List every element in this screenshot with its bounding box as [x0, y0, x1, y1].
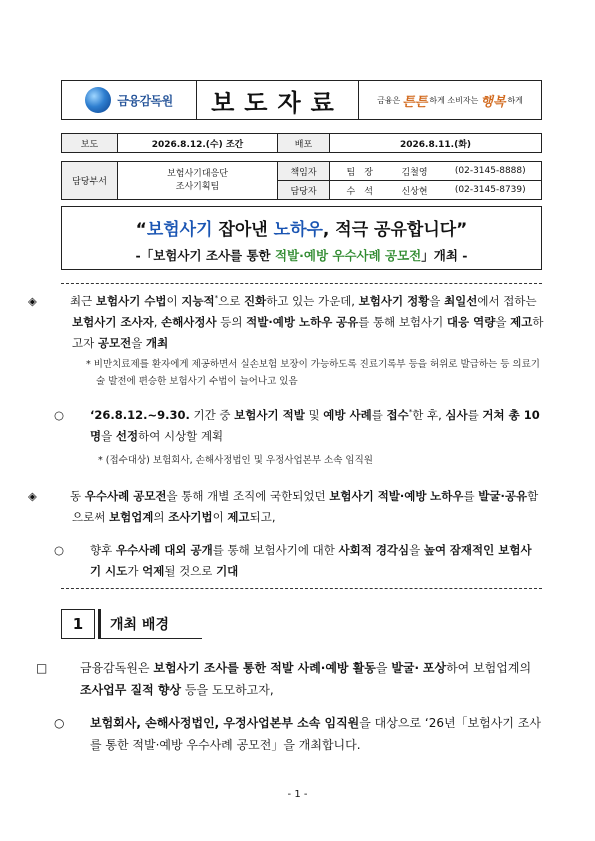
divider [61, 588, 542, 589]
contact-name: 신상현 [390, 181, 440, 200]
release-table [61, 133, 542, 153]
diamond-bullet-icon: ◈ [28, 489, 37, 503]
headline-quote-close: ” [456, 220, 468, 240]
section-number: 1 [61, 609, 95, 639]
summary-para-3: ◈ 동 우수사례 공모전을 통해 개별 조직에 국한되었던 보험사기 적발·예방 노하우를 발굴·공유함으로써 보험업계의 조사기법이 제고되고, [50, 486, 545, 528]
contact-name: 김철영 [390, 162, 440, 181]
contact-role: 담당자 [278, 181, 330, 200]
dept-label: 담당부서 [62, 162, 118, 200]
footnote-2: * (접수대상) 보험회사, 손해사정법인 및 우정사업본부 소속 임직원 [98, 455, 373, 466]
headline-t2: , 적극 공유합니다 [322, 220, 457, 240]
subheadline [62, 246, 541, 264]
section-bar [98, 609, 101, 639]
diamond-bullet-icon: ◈ [28, 293, 37, 308]
contact-phone: (02-3145-8739) [440, 181, 542, 200]
divider [61, 283, 542, 284]
headline-blue2: 노하우 [273, 220, 323, 240]
contact-title: 팀 장 [330, 162, 390, 181]
release-label: 보도 [62, 134, 118, 153]
release-value: 2026.8.12.(수) 조간 [118, 134, 278, 153]
headline-blue1: 보험사기 [146, 220, 213, 240]
dist-label: 배포 [278, 134, 330, 153]
dept-line1: 보험사기대응단 [167, 168, 228, 179]
summary-para-2: ○ ‘26.8.12.~9.30. 기간 중 보험사기 적발 및 예방 사례를 접수*한 후, 심사를 거쳐 총 10명을 선정하여 시상할 계획 [72, 402, 542, 447]
headline-t1: 잡아낸 [212, 220, 274, 240]
footnote-1: * 비만치료제를 환자에게 제공하면서 실손보험 보장이 가능하도록 진료기록부 등을 허위로 발급하는 등 의료기술 발전에 편승한 보험사기 수법이 늘어나고 있음 [86, 359, 540, 387]
slogan-em2: 행복 [480, 94, 506, 110]
page-number: - 1 - [287, 789, 308, 800]
dist-value: 2026.8.11.(화) [330, 134, 542, 153]
headline-quote-open: “ [135, 220, 147, 240]
subheadline-post: 」개최 - [421, 248, 468, 263]
square-bullet-icon: □ [36, 661, 48, 675]
slogan-pre: 금융은 [377, 95, 401, 105]
section-title: 개최 배경 [98, 609, 202, 639]
org-logo [62, 81, 197, 119]
subheadline-pre: -「보험사기 조사를 통한 [135, 248, 275, 263]
circle-bullet-icon: ○ [54, 543, 65, 557]
slogan [359, 81, 541, 119]
org-name: 금융감독원 [117, 93, 173, 108]
headline [62, 215, 541, 240]
background-para-1: □ 금융감독원은 보험사기 조사를 통한 적발 사례·예방 활동을 발굴· 포상하여 보험업계의 조사업무 질적 향상 등을 도모하고자, [58, 657, 542, 701]
contact-role: 책임자 [278, 162, 330, 181]
headline-box [61, 206, 542, 270]
slogan-mid: 하게 소비자는 [429, 95, 479, 105]
dept-line2: 조사기획팀 [175, 181, 220, 192]
circle-bullet-icon: ○ [54, 716, 65, 730]
slogan-em1: 튼튼 [402, 94, 428, 110]
globe-icon [85, 87, 111, 113]
contact-phone: (02-3145-8888) [440, 162, 542, 181]
background-para-2: ○ 보험회사, 손해사정법인, 우정사업본부 소속 임직원을 대상으로 ‘26년「보험사기 조사를 통한 적발·예방 우수사례 공모전」을 개최합니다. [72, 712, 542, 756]
contact-table [61, 161, 542, 200]
subheadline-green: 적발·예방 우수사례 공모전 [274, 248, 422, 263]
press-header [61, 80, 542, 120]
summary-para-4: ○ 향후 우수사례 대외 공개를 통해 보험사기에 대한 사회적 경각심을 높여 잠재적인 보험사기 시도가 억제될 것으로 기대 [72, 540, 542, 582]
press-release-title: 보도자료 [197, 81, 359, 119]
slogan-post: 하게 [507, 95, 523, 105]
contact-title: 수 석 [330, 181, 390, 200]
summary-para-1: ◈ 최근 보험사기 수법이 지능적*으로 진화하고 있는 가운데, 보험사기 정황을 최일선에서 접하는 보험사기 조사자, 손해사정사 등의 적발·예방 노하우 공유를 통해 보험사기 대응 역량을 제고하고자 공모전을 개최 [50, 288, 545, 354]
dept-name [118, 162, 278, 200]
circle-bullet-icon: ○ [54, 407, 65, 422]
